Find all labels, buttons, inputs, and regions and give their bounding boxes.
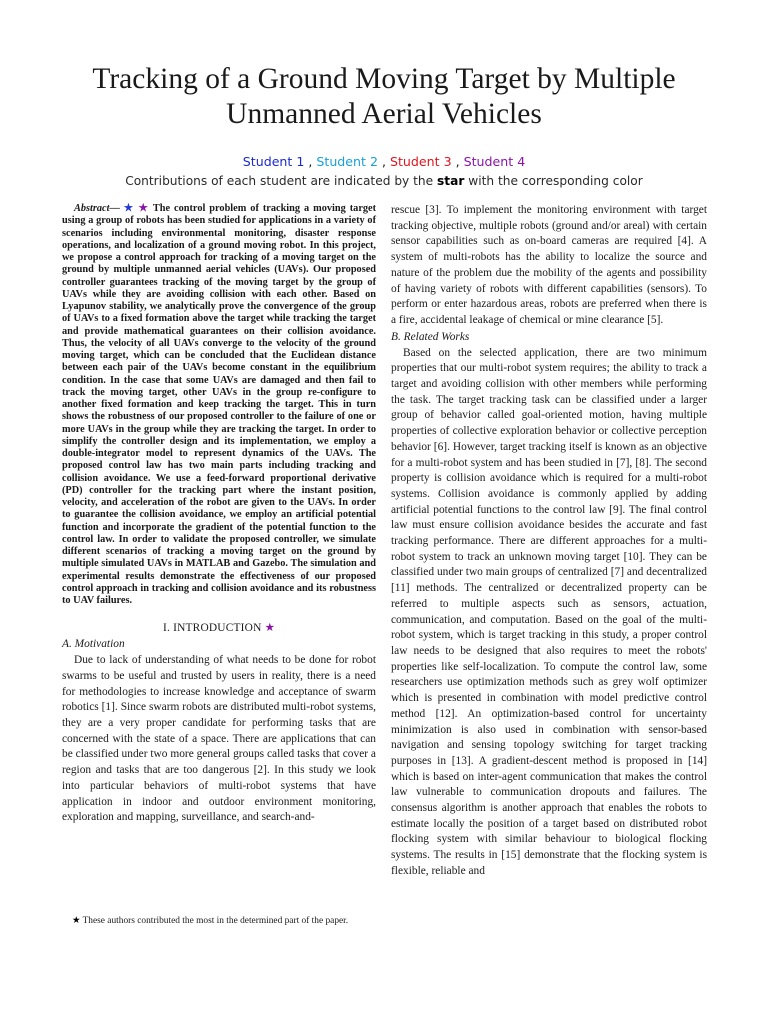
- section-heading-text: I. INTRODUCTION: [162, 622, 262, 635]
- author-4: Student 4: [463, 154, 526, 169]
- subsection-motivation: A. Motivation: [62, 638, 125, 651]
- author-separator: ,: [451, 154, 464, 169]
- intro-paragraph: Due to lack of understanding of what needs to be done for robot swarms to be useful and trusted by users in reality, there is a need for methodologies to increase knowledge and acceptance of swarm robotics [1]. Since swarm robots are distributed multi-robot systems, they are a very proper candidate for performing tasks that are concerned with the state of a space. There are applications that can be classified under two more general groups called tasks that cover a region and tasks that are too dangerous [2]. In this study we look into particular behaviors of multi-robot systems that have application in indoor and outdoor environment monitoring, exploration and mapping, surveillance, and search-and-: [62, 654, 376, 824]
- contribution-text-end: with the corresponding color: [464, 174, 643, 188]
- star-icon-blue: ★: [123, 203, 135, 214]
- abstract: [62, 203, 376, 607]
- abstract-label: Abstract: [74, 203, 110, 214]
- author-1: Student 1: [242, 154, 305, 169]
- footnote-text: These authors contributed the most in the determined part of the paper.: [80, 916, 349, 926]
- author-separator: ,: [304, 154, 317, 169]
- author-2: Student 2: [316, 154, 378, 169]
- contribution-keyword: star: [437, 174, 465, 188]
- related-works-paragraph: Based on the selected application, there are two minimum properties that our multi-robot system requires; the ability to track a target and avoiding collision with other members while performing the task. The target tracking task can be classified under a larger group of behavior called goal-oriented motion, having multiple properties of collective exploration behavior or collective perception behavior [6]. However, target tracking itself is known as an objective for a multi-robot system and has been studied in [7], [8]. The second property is collision avoidance which is required for a multi-robot systems. Collision avoidance is commonly applied by adding artificial potential functions to the control law [9]. The final control law must ensure collision avoidance besides the accurate and fast tracking performance. There are different approaches for a multi-robot system to track an unknown moving target [10]. They can be classified under two main groups of centralized [7] and decentralized [11] methods. The centralized or decentralized property can be referred to multiple aspects such as sensors, actuation, communication, and computation. Based on the goal of the multi-robot system, which is target tracking in this study, a proper control law needs to be designed that also requires to meet the robots' properties like self-localization. To compute the control law, some researchers use optimization methods such as grey wolf optimizer which is presented in combination with model predictive control method [12]. An optimization-based control for uncertainty minimization is also used in combination with sensor-based navigation and sensing topology switching for target tracking purposes in [13]. A gradient-descent method is proposed in [14] which is based on inter-agent communication that makes the control law vulnerable to communication dropouts and failures. The consensus algorithm is another approach that enables the robots to estimate locally the position of a target based on distributed robot flocking system with similar behaviour to biological flocking systems. The results in [15] demonstrate that the flocking system is flexible, reliable and: [391, 346, 707, 877]
- author-separator: ,: [377, 154, 390, 169]
- section-heading-introduction: [62, 620, 376, 636]
- motivation-paragraph-continued: rescue [3]. To implement the monitoring environment with target tracking objective, multiple robots (ground and/or areal) with certain sensor capabilities such as on-board cameras are required [4]. A system of multi-robots has the ability to localize the source and nature of the problem due the mobility of the agents and possibility of having variety of robots with different capabilities (sensors). To perform or enter hazardous areas, robots are preferred when there is a fire, accidental leakage of chemical or mine clearance [5].: [391, 204, 707, 326]
- contribution-text: Contributions of each student are indicated by the: [125, 174, 438, 188]
- author-line: [0, 152, 768, 172]
- abstract-text: The control problem of tracking a moving target using a group of robots has been studied for applications in a variety of scenarios including environmental monitoring, disaster response operations, and localization of a ground moving robot. In this project, we propose a control approach for tracking of a moving target on the ground by multiple unmanned aerial vehicles (UAVs). Our proposed controller guarantees tracking of the moving target by the group of UAVs while they are avoiding collision with each other. Based on Lyapunov stability, we analytically prove the convergence of the group of UAVs to a fixed formation above the target while tracking the target and provide mathematical guarantees on their collision avoidance. Thus, the velocity of all UAVs converge to the velocity of the ground moving target, which can be concluded that the Euclidean distance between each pair of the UAVs become constant in the equilibrium condition. In the case that some UAVs are damaged and then fail to track the moving target, other UAVs in the group re-configure to another fixed formation and keep tracking the target. This in turn shows the robustness of our proposed controller to the failure of one or more UAVs in the group while they are tracking the target. In order to simplify the controller design and its implementation, we employ a double-integrator model to represent dynamics of the UAVs. The proposed control law has two main parts including tracking and collision avoidance. We use a feed-forward proportional derivative (PD) controller for the tracking part where the instant position, velocity, and acceleration of the robot are given to the UAVs. In order to guarantee the collision avoidance, we employ an artificial potential function and incorporate the gradient of the potential function to the control law. In order to validate the proposed controller, we simulate different scenarios of tracking a moving target on the ground by multiple simulated UAVs in MATLAB and Gazebo. The simulation and experimental results demonstrate the effectiveness of our proposed control approach in tracking and collision avoidance and its robustness to UAV failures.: [62, 203, 377, 606]
- abstract-dash: —: [109, 203, 120, 214]
- star-icon-purple: ★: [138, 203, 150, 214]
- star-icon-purple: ★: [264, 622, 276, 635]
- paper-title: Tracking of a Ground Moving Target by Multiple Unmanned Aerial Vehicles: [92, 63, 676, 130]
- right-column: [391, 203, 707, 880]
- left-column: [62, 203, 376, 826]
- author-3: Student 3: [390, 154, 452, 169]
- footnote: [62, 915, 376, 927]
- contribution-note: [0, 172, 768, 190]
- star-icon-black: ★: [72, 916, 81, 926]
- subsection-related-works: B. Related Works: [391, 330, 470, 343]
